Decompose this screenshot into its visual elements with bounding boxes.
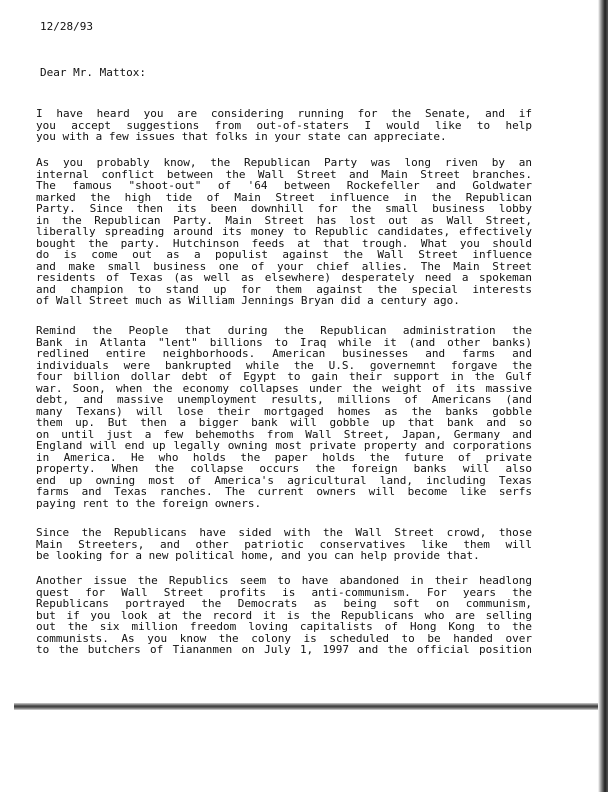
paragraph-5	[36, 575, 532, 656]
paragraph-4	[36, 527, 532, 562]
text-line: and champion to stand up for them against the special interests	[36, 282, 532, 296]
paragraph-1	[36, 108, 532, 143]
salutation: Dear Mr. Mattox:	[40, 66, 146, 79]
text-line: The famous "shoot-out" of '64 between Rockefeller and Goldwater	[36, 179, 532, 192]
text-line: England will end up legally owning most private property and corporations	[36, 439, 532, 452]
text-line: Another issue the Republics seem to have abandoned in their headlong	[36, 574, 532, 587]
text-line: Party. Since then its been downhill for the small business lobby	[36, 202, 532, 215]
text-line: many Texans) will lose their mortgaged homes as the banks gobble	[36, 404, 532, 418]
text-line: four billion dollar debt of Egypt to gain their support in the Gulf	[36, 370, 532, 383]
text-line: to the butchers of Tiananmen on July 1, 1997 and the official position	[36, 643, 532, 656]
letter-date: 12/28/93	[40, 20, 93, 33]
text-line: you with a few issues that folks in your state can appreciate.	[36, 130, 447, 143]
text-line: of Wall Street much as William Jennings Bryan did a century ago.	[36, 294, 460, 307]
text-line: debt, and massive unemployment results, millions of Americans (and	[36, 393, 532, 406]
text-line: Since the Republicans have sided with the Wall Street crowd, those	[36, 526, 532, 539]
text-line: bought the party. Hutchinson feeds at that trough. What you should	[36, 236, 532, 250]
text-line: redlined entire neighborhoods. American businesses and farms and	[36, 347, 532, 360]
text-line: in America. He who holds the paper holds the future of private	[36, 450, 532, 464]
text-line: Republicans portrayed the Democrats as being soft on communism,	[36, 597, 532, 610]
text-line: quest for Wall Street profits is anti-communism. For years the	[36, 585, 532, 599]
text-line: you accept suggestions from out-of-staters I would like to help	[36, 118, 532, 132]
text-line: but if you look at the record it is the Republicans who are selling	[36, 608, 532, 622]
paragraph-2	[36, 157, 532, 307]
text-line: end up owning most of America's agricultural land, including Texas	[36, 473, 532, 487]
text-line: do is come out as a populist against the Wall Street influence	[36, 248, 532, 261]
text-line: residents of Texas (as well as elsewhere) desperately need a spokeman	[36, 271, 532, 284]
text-line: individuals were bankrupted while the U.S. governemnt forgave the	[36, 358, 532, 372]
text-line: internal conflict between the Wall Street and Main Street branches.	[36, 167, 532, 181]
text-line: property. When the collapse occurs the foreign banks will also	[36, 462, 532, 475]
scan-edge-shadow	[598, 0, 608, 792]
text-line: out the six million freedom loving capitalists of Hong Kong to the	[36, 620, 532, 633]
text-line: paying rent to the foreign owners.	[36, 496, 262, 510]
text-line: them up. But then a bigger bank will gobble up that bank and so	[36, 416, 532, 429]
text-line: liberally spreading around its money to Republic candidates, effectively	[36, 225, 532, 238]
text-line: be looking for a new political home, and you can help provide that.	[36, 549, 480, 562]
text-line: in the Republican Party. Main Street has lost out as Wall Street,	[36, 213, 532, 227]
text-line: I have heard you are considering running for the Senate, and if	[36, 107, 532, 120]
text-line: As you probably know, the Republican Party was long riven by an	[36, 156, 532, 169]
text-line: Remind the People that during the Republican administration the	[36, 324, 532, 337]
text-line: marked the high tide of Main Street influence in the Republican	[36, 190, 532, 204]
text-line: Bank in Atlanta "lent" billions to Iraq while it (and other banks)	[36, 335, 532, 349]
text-line: war. Soon, when the economy collapses under the weight of its massive	[36, 381, 532, 395]
text-line: and make small business one of your chief allies. The Main Street	[36, 259, 532, 273]
text-line: Main Streeters, and other patriotic conservatives like them will	[36, 537, 532, 551]
paragraph-3	[36, 325, 532, 509]
text-line: farms and Texas ranches. The current owners will become like serfs	[36, 485, 532, 498]
scan-bottom-band	[14, 703, 602, 710]
text-line: on until just a few behemoths from Wall Street, Japan, Germany and	[36, 427, 532, 441]
text-line: communists. As you know the colony is scheduled to be handed over	[36, 631, 532, 645]
